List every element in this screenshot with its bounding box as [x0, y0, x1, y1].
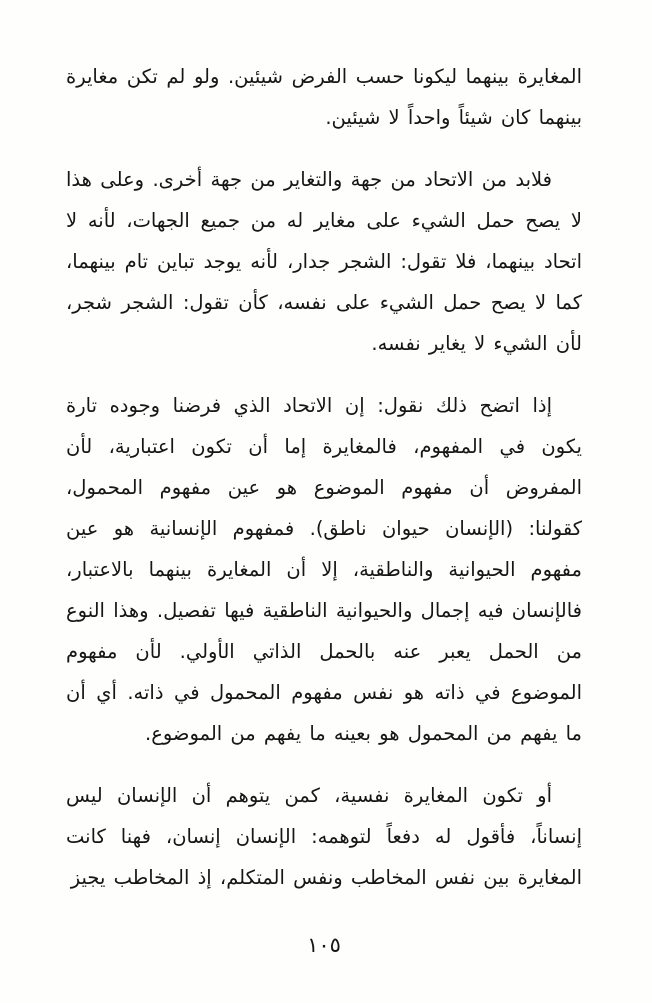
paragraph: أو تكون المغايرة نفسية، كمن يتوهم أن الإنسان ليس إنساناً، فأقول له دفعاً لتوهمه: الإنسان إنسان، فهنا كانت المغايرة بين نفس المخاطب ونفس المتكلم، إذ المخاطب يجيز [66, 784, 582, 889]
paragraph: إذا اتضح ذلك نقول: إن الاتحاد الذي فرضنا وجوده تارة يكون في المفهوم، فالمغايرة إما أن تكون اعتبارية، لأن المفروض أن مفهوم الموضوع هو عين مفهوم المحمول، كقولنا: (الإنسان حيوان ناطق). فمفهوم الإنسانية هو عين مفهوم الحيوانية والناطقية، إلا أن المغايرة بينهما بالاعتبار، فالإنسان فيه إجمال والحيوانية الناطقية فيها تفصيل. وهذا النوع من الحمل يعبر عنه بالحمل الذاتي الأولي. لأن مفهوم الموضوع في ذاته هو نفس مفهوم المحمول في ذاته. أي أن ما يفهم من المحمول هو بعينه ما يفهم من الموضوع. [66, 394, 582, 745]
paragraph: فلابد من الاتحاد من جهة والتغاير من جهة أخرى. وعلى هذا لا يصح حمل الشيء على مغاير له من جميع الجهات، لأنه لا اتحاد بينهما، فلا تقول: الشجر جدار، لأنه يوجد تباين تام بينهما، كما لا يصح حمل الشيء على نفسه، كأن تقول: الشجر شجر، لأن الشيء لا يغاير نفسه. [66, 168, 582, 355]
paragraph-continuation: المغايرة بينهما ليكونا حسب الفرض شيئين. ولو لم تكن مغايرة بينهما كان شيئاً واحداً لا شيئين. [66, 65, 582, 129]
page-number: ١٠٥ [307, 933, 341, 957]
text-block [66, 56, 582, 919]
